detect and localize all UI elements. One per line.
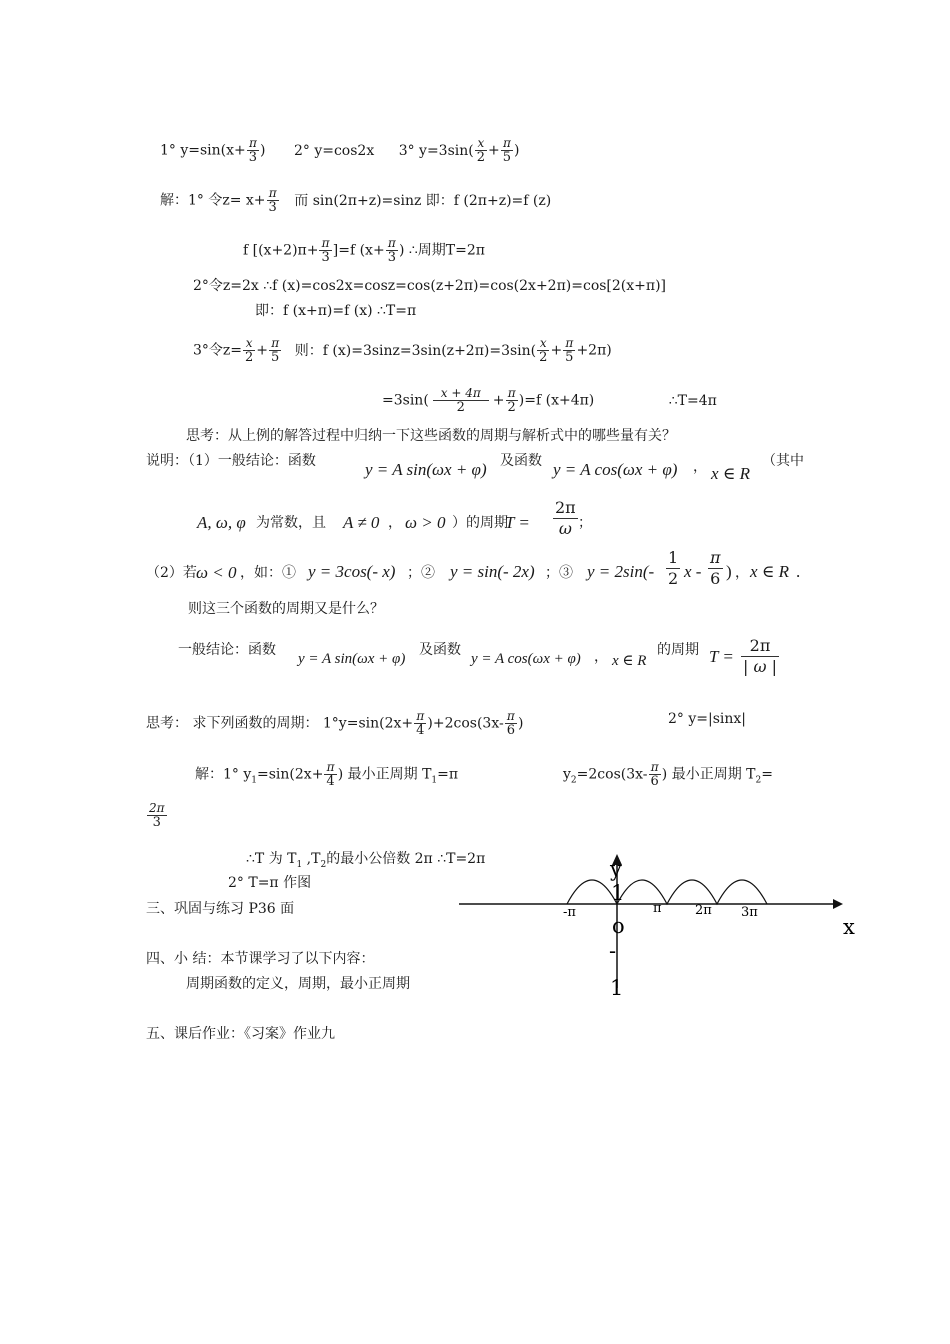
formula-cos: y = A cos(ωx + φ) [553, 460, 678, 479]
general-conclusion: 一般结论：函数 [178, 642, 276, 658]
solution-line-4: 即：f (x+π)=f (x) ∴T=π [255, 303, 417, 319]
fraction: $\frac{\pi}{5}$ [565, 336, 574, 365]
fraction: $\frac{\pi}{6}$ [650, 760, 659, 789]
note-1-and: 及函数 [500, 453, 542, 469]
y-tick-1: 1 [611, 881, 625, 905]
origin-label: o [612, 914, 625, 938]
fraction: $\frac{\pi}{5}$ [271, 336, 280, 365]
tick-2pi: 2π [695, 903, 712, 918]
formula-sin: y = A sin(ωx + φ) [365, 460, 487, 479]
example-func-2: y = sin(- 2x) [450, 562, 535, 581]
example-func-1: y = 3cos(- x) [308, 562, 396, 581]
neg-one: 1 [610, 976, 624, 1000]
fraction: $\frac{\pi}{3}$ [268, 186, 277, 215]
fraction: $\frac{x}{2}$ [245, 336, 254, 365]
fraction: $\frac{\pi}{2}$ [507, 386, 516, 415]
tick-pi: π [653, 901, 662, 916]
fraction: $\frac{\pi}{3}$ [248, 136, 258, 165]
think-2-solution: 解：1° $y_1=\sin(2x+$ $\frac{\pi}{4}$ ) 最小正周期 $T_1=\pi$ [195, 760, 459, 789]
solution-line-6: =3sin( $\frac{x + 4\pi}{2}$ + $\frac{\pi}{2}$ )=f (x+4π) ∴T=4π [382, 386, 717, 415]
fraction: $\frac{x}{2}$ [539, 336, 548, 365]
tick-neg-pi: -π [563, 905, 576, 920]
neg-sign: - [609, 939, 617, 963]
section-4-content: 周期函数的定义，周期，最小正周期 [186, 976, 410, 992]
note-1-intro: 说明：（1）一般结论：函数 [146, 453, 316, 469]
fraction: $\frac{2\pi}{3}$ [149, 801, 165, 830]
domain-r: x ∈ R [711, 464, 751, 483]
y-label: y [610, 857, 622, 881]
lcm-line: ∴T 为 $T_1$ $,T_2$的最小公倍数 2π ∴T=2π [246, 851, 486, 870]
section-3: 三、巩固与练习 P36 面 [146, 901, 295, 917]
constants: A, ω, φ [197, 513, 246, 532]
solution-line-2: f [(x+2)π+ $\frac{\pi}{3}$ ]=f (x+ $\frac{\pi}{3}$ ) ∴周期T=2π [243, 236, 485, 265]
fraction: $\frac{\pi}{6}$ [506, 709, 515, 738]
fraction: $\frac{\pi}{3}$ [387, 236, 396, 265]
abs-sin-curve [567, 880, 767, 904]
solution-line-1: 解：1° 令z= x+ $\frac{\pi}{3}$ 而 sin(2π+z)=sinz 即：f (2π+z)=f (z) [160, 186, 552, 215]
section-4: 四、小 结：本节课学习了以下内容： [146, 951, 375, 967]
x-axis-arrow [833, 899, 843, 909]
example-func-3: y = 2sin(- [587, 562, 655, 581]
think-2: 思考： 求下列函数的周期： 1°y=sin(2x+ $\frac{\pi}{4}$ )+2cos(3x- $\frac{\pi}{6}$ ) [146, 709, 524, 738]
x-label: x [843, 915, 855, 939]
abs-sin-graph [455, 848, 875, 1008]
tick-3pi: 3π [741, 905, 758, 920]
example-line: 1° y=sin(x+ $\frac{\pi}{3}$ ) 2° y=cos2x 3° y=3sin( $\frac{x}{2}$ + $\frac{\pi}{5}$ ) [160, 136, 520, 165]
fraction: $\frac{\pi}{4}$ [416, 709, 425, 738]
fraction: $\frac{x + 4\pi}{2}$ [433, 386, 489, 415]
solution-line-3: 2°令z=2x ∴f (x)=cos2x=cosz=cos(z+2π)=cos(2x+2π)=cos[2(x+π)] [193, 278, 667, 294]
solution-line-5: 3°令z= $\frac{x}{2}$ + $\frac{\pi}{5}$ 则：f (x)=3sinz=3sin(z+2π)=3sin( $\frac{x}{2}$ + $\frac{\pi}{5}$ +2π) [193, 336, 612, 365]
fraction: $\frac{\pi}{3}$ [321, 236, 330, 265]
fraction: $\frac{x}{2}$ [476, 136, 486, 165]
period-fraction: $\frac{2\pi}{\omega}$ [555, 498, 576, 538]
section-5: 五、课后作业：《习案》作业九 [146, 1026, 335, 1042]
fraction: $\frac{\pi}{4}$ [326, 760, 335, 789]
think-question: 思考：从上例的解答过程中归纳一下这些函数的周期与解析式中的哪些量有关？ [186, 428, 676, 444]
fraction: $\frac{\pi}{5}$ [502, 136, 512, 165]
